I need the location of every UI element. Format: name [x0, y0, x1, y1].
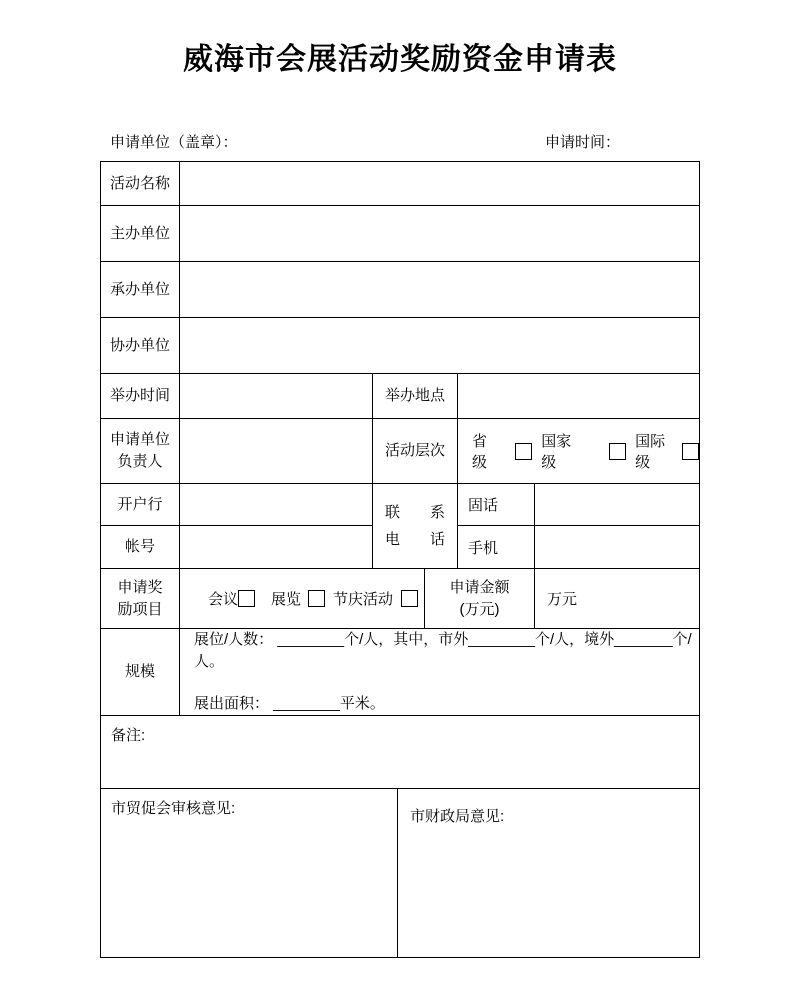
event-place-field[interactable]: [458, 374, 700, 419]
level-option-international-label: 国际级: [635, 433, 666, 471]
mobile-label: 手机: [458, 526, 535, 569]
activity-level-label: 活动层次: [373, 419, 458, 484]
row-event-time-place: [101, 374, 700, 419]
event-time-label: 举办时间: [101, 374, 180, 419]
account-label: 帐号: [101, 526, 180, 569]
level-option-provincial-label: 省级: [472, 433, 488, 471]
checkbox-international[interactable]: [682, 443, 699, 460]
host-unit-field[interactable]: [180, 206, 700, 262]
remark-label: 备注:: [111, 727, 146, 744]
mobile-field[interactable]: [535, 526, 700, 569]
row-activity-name: [101, 162, 700, 206]
applicant-head-label: 申请单位 负责人: [101, 419, 180, 484]
applicant-unit-label: 申请单位（盖章）：: [110, 134, 238, 151]
award-option-festival-label: 节庆活动: [333, 591, 394, 608]
page-title: 威海市会展活动奖励资金申请表: [183, 43, 617, 76]
row-remark: [101, 716, 700, 789]
checkbox-festival[interactable]: [401, 590, 418, 607]
row-scale: [101, 629, 700, 716]
finance-opinion-area[interactable]: [398, 789, 700, 958]
level-option-national-label: 国家级: [541, 433, 572, 471]
scale-field[interactable]: [180, 629, 700, 716]
row-bank-landline: [101, 484, 700, 526]
ccpit-opinion-area[interactable]: [101, 789, 398, 958]
row-applicant-head-level: [101, 419, 700, 484]
award-options: [180, 569, 425, 629]
co-organizer-field[interactable]: [180, 318, 700, 374]
row-award-item-amount: [101, 569, 700, 629]
activity-level-options: [458, 419, 700, 484]
finance-opinion-label: 市财政局意见:: [410, 808, 505, 825]
row-co-organizer: [101, 318, 700, 374]
award-option-meeting-label: 会议: [208, 591, 239, 608]
undertake-unit-label: 承办单位: [101, 262, 180, 318]
checkbox-national[interactable]: [609, 443, 626, 460]
host-unit-label: 主办单位: [101, 206, 180, 262]
event-time-field[interactable]: [180, 374, 373, 419]
bank-field[interactable]: [180, 484, 373, 526]
scale-label: 规模: [101, 629, 180, 716]
undertake-unit-field[interactable]: [180, 262, 700, 318]
applicant-head-field[interactable]: [180, 419, 373, 484]
bank-label: 开户行: [101, 484, 180, 526]
checkbox-exhibition[interactable]: [308, 590, 325, 607]
amount-field[interactable]: [535, 569, 700, 629]
activity-name-field[interactable]: [180, 162, 700, 206]
remark-area[interactable]: [101, 716, 700, 789]
landline-field[interactable]: [535, 484, 700, 526]
checkbox-provincial[interactable]: [515, 443, 532, 460]
co-organizer-label: 协办单位: [101, 318, 180, 374]
row-opinions: [101, 789, 700, 958]
landline-label: 固话: [458, 484, 535, 526]
scale-line2: 展出面积： ________平米。: [194, 695, 385, 712]
contact-phone-label: 联 系 电 话: [373, 484, 458, 569]
activity-name-label: 活动名称: [101, 162, 180, 206]
apply-time-label: 申请时间：: [545, 134, 621, 151]
scale-line1: 展位/人数： ________个/人，其中，市外________个/人，境外_______个/人。: [194, 631, 692, 670]
award-option-exhibition-label: 展览: [271, 591, 302, 608]
amount-unit-label: 万元: [547, 591, 578, 608]
row-host-unit: [101, 206, 700, 262]
account-field[interactable]: [180, 526, 373, 569]
event-place-label: 举办地点: [373, 374, 458, 419]
application-form-table: [100, 161, 700, 958]
award-item-label: 申请奖 励项目: [101, 569, 180, 629]
row-undertake-unit: [101, 262, 700, 318]
amount-label: 申请金额 (万元): [425, 569, 535, 629]
ccpit-opinion-label: 市贸促会审核意见:: [111, 800, 236, 817]
checkbox-meeting[interactable]: [238, 590, 255, 607]
